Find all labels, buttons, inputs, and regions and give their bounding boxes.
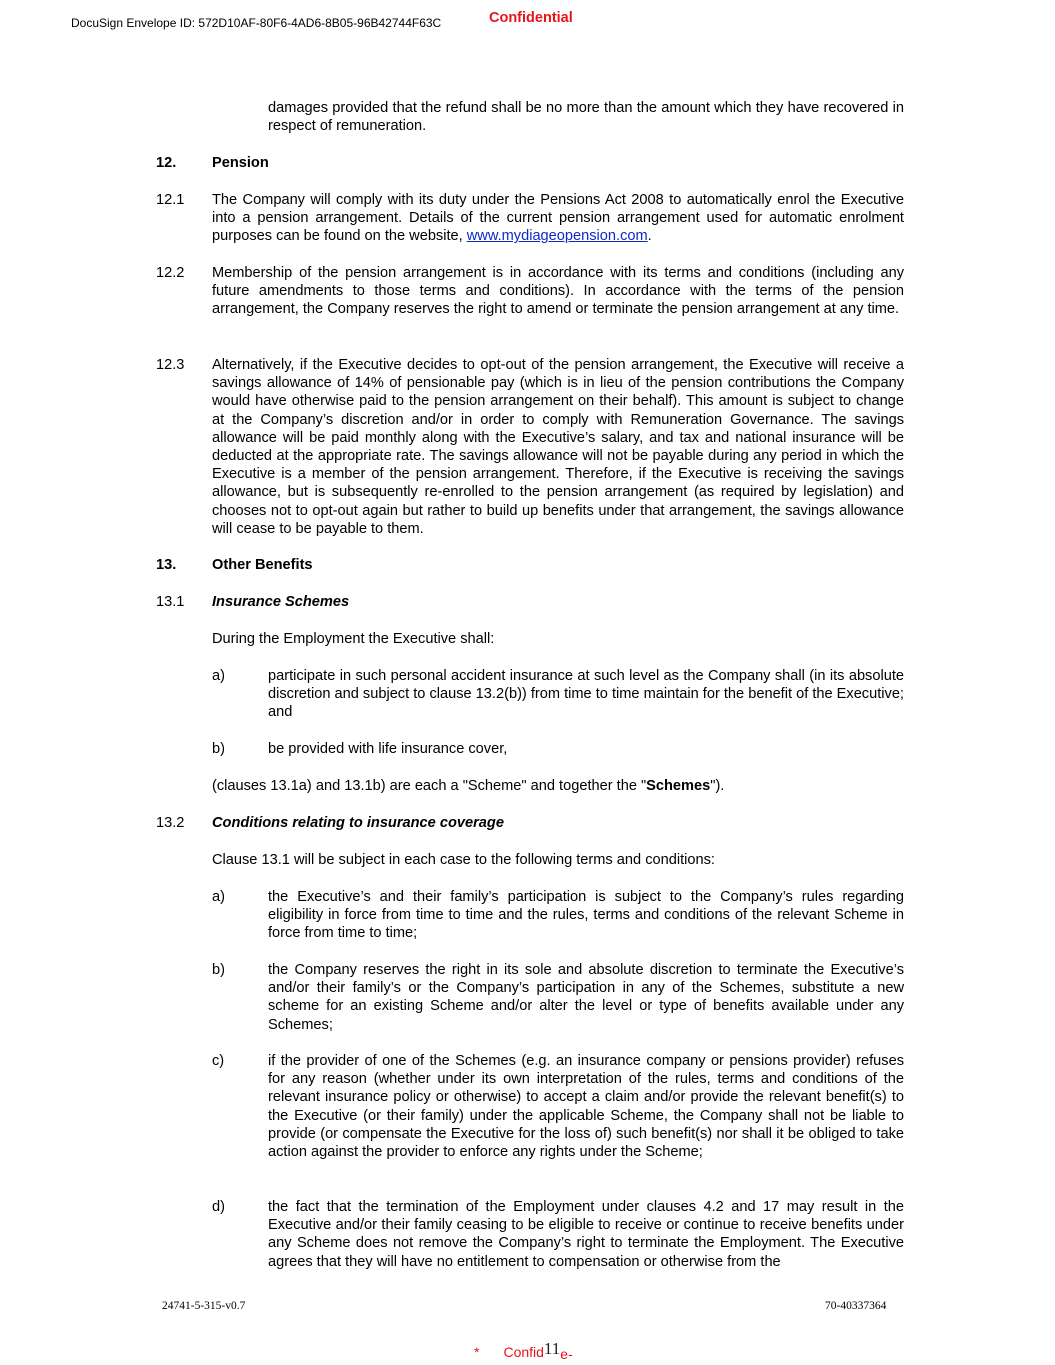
list-item-label: d) bbox=[212, 1199, 225, 1215]
section-13-title: Other Benefits bbox=[212, 557, 313, 573]
carry-over-paragraph: damages provided that the refund shall be no more than the amount which they have recovered in respect of remuneration. bbox=[268, 100, 904, 135]
list-item-text: the Company reserves the right in its sole and absolute discretion to terminate the Executive’s and/or their family’s or the Company’s participation in any of the Schemes, substitute a new scheme for an existing Scheme and/or alter the level or type of benefits available under any Schemes; bbox=[268, 962, 904, 1033]
clause-12-1-text bbox=[212, 191, 904, 246]
schemes-defined-term: Schemes bbox=[646, 778, 711, 794]
list-item-label: a) bbox=[212, 889, 225, 905]
clause-13-1-title: Insurance Schemes bbox=[212, 594, 350, 610]
list-item-text: participate in such personal accident insurance at such level as the Company shall (in its absolute discretion and subject to clause 13.2(b)) from time to time maintain for the benefit of the Executive; and bbox=[268, 668, 904, 721]
list-item-label: b) bbox=[212, 962, 225, 978]
list-item-text: be provided with life insurance cover, bbox=[268, 741, 508, 757]
clause-12-1-number: 12.1 bbox=[156, 192, 185, 208]
schemes-definition-pre: (clauses 13.1a) and 13.1b) are each a "Scheme" and together the " bbox=[212, 778, 647, 794]
list-item-label: c) bbox=[212, 1053, 225, 1069]
clause-13-2-intro: Clause 13.1 will be subject in each case to the following terms and conditions: bbox=[212, 852, 715, 868]
footer-stamp-tail: e- bbox=[560, 1346, 573, 1362]
clause-12-3-number: 12.3 bbox=[156, 357, 185, 373]
list-item-text: the fact that the termination of the Employment under clauses 4.2 and 17 may result in the Executive and/or their family ceasing to be eligible to receive or continue to receive benefits under any Scheme does not remove the Company’s right to terminate the Employment. The Executive agrees that they will have no entitlement to compensation or otherwise from the bbox=[268, 1199, 904, 1270]
clause-13-1-intro: During the Employment the Executive shall: bbox=[212, 631, 495, 647]
footer-document-ref: 24741-5-315-v0.7 bbox=[162, 1300, 246, 1312]
clause-13-1-number: 13.1 bbox=[156, 594, 185, 610]
clause-12-1-end: . bbox=[647, 228, 652, 245]
section-13-number: 13. bbox=[156, 557, 177, 573]
footer-stamp-star: * bbox=[474, 1344, 480, 1360]
schemes-definition-post: "). bbox=[710, 778, 725, 794]
docusign-envelope-id: DocuSign Envelope ID: 572D10AF-80F6-4AD6-8B05-96B42744F63C bbox=[71, 16, 442, 30]
section-12-title: Pension bbox=[212, 155, 269, 171]
pension-website-link[interactable]: www.mydiageopension.com bbox=[466, 228, 648, 245]
list-item-label: a) bbox=[212, 668, 225, 684]
clause-12-1-body: The Company will comply with its duty under the Pensions Act 2008 to automatically enrol the Executive into a pension arrangement. Details of the current pension arrangement used for automatic enrolment purposes can be found on the website, bbox=[212, 192, 904, 245]
clause-12-2-number: 12.2 bbox=[156, 265, 185, 281]
footer-matter-ref: 70-40337364 bbox=[825, 1300, 887, 1312]
clause-13-2-number: 13.2 bbox=[156, 815, 185, 831]
schemes-definition bbox=[212, 777, 904, 795]
clause-12-2-text: Membership of the pension arrangement is in accordance with its terms and conditions (including any future amendments to those terms and conditions). In accordance with the terms of the pension arrangement, the Company reserves the right to amend or terminate the pension arrangement at any time. bbox=[212, 265, 904, 318]
confidential-stamp: Confidential bbox=[489, 10, 573, 26]
page-number: 11 bbox=[543, 1339, 561, 1358]
footer-confidential-stamp bbox=[474, 1339, 573, 1362]
clause-12-3-text: Alternatively, if the Executive decides to opt-out of the pension arrangement, the Executive will receive a savings allowance of 14% of pensionable pay (which is in lieu of the pension contributions the Company would have otherwise paid to the pension arrangement on their behalf). This amount is subject to change at the Company’s discretion and/or in order to comply with Remuneration Governance. The savings allowance will be paid monthly along with the Executive’s salary, and tax and national insurance will be deducted at the appropriate rate. The savings allowance will not be payable during any period in which the Executive is a member of the pension arrangement. Therefore, if the Executive is receiving the savings allowance, but is subsequently re-enrolled to the pension arrangement (as required by legislation) and chooses not to opt-out again but rather to build up benefits under that arrangement, the savings allowance will cease to be payable to them. bbox=[212, 357, 904, 537]
list-item-text: the Executive’s and their family’s participation is subject to the Company’s rules regarding eligibility in force from time to time and the rules, terms and conditions of the relevant Scheme in force from time to time; bbox=[268, 889, 904, 942]
list-item-text: if the provider of one of the Schemes (e.g. an insurance company or pensions provider) refuses for any reason (whether under its own interpretation of the rules, terms and conditions of the relevant insurance policy or otherwise) to accept a claim and/or provide the relevant benefit(s) to the Executive (or their family) under the applicable Scheme, the Company shall not be liable to provide (or compensate the Executive for the loss of) such benefit(s) nor shall it be obliged to take action against the provider to enforce any rights under the Scheme; bbox=[268, 1053, 904, 1161]
footer-stamp-text: Confid bbox=[503, 1344, 544, 1360]
section-12-number: 12. bbox=[156, 155, 177, 171]
list-item-label: b) bbox=[212, 741, 225, 757]
clause-13-2-title: Conditions relating to insurance coverage bbox=[212, 815, 504, 831]
